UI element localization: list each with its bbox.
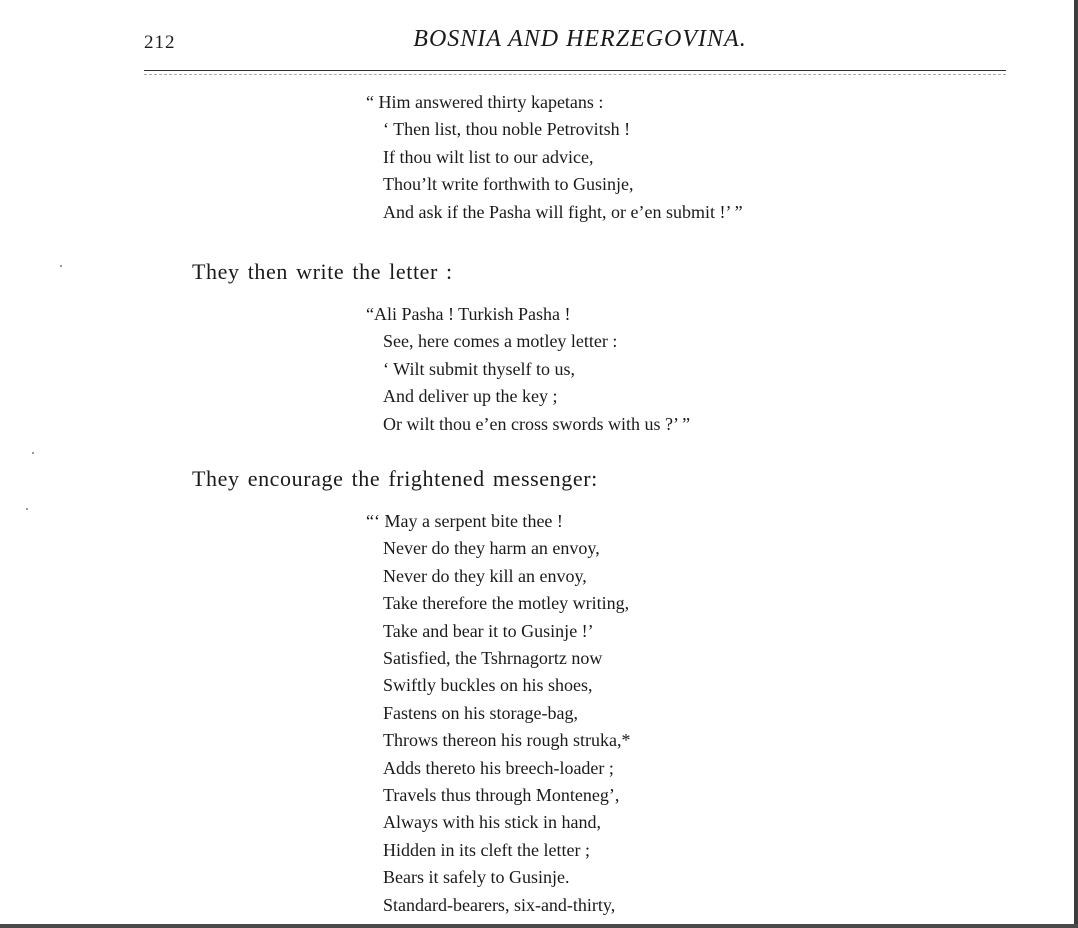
verse-line: Or wilt thou e’en cross swords with us ?’ ” (383, 413, 691, 434)
verse-line: Never do they kill an envoy, (383, 565, 587, 586)
page-number: 212 (144, 32, 176, 53)
verse-line: ‘ Then list, thou noble Petrovitsh ! (383, 119, 631, 140)
scan-speck (32, 452, 34, 454)
verse-line: ‘ Wilt submit thyself to us, (383, 358, 575, 379)
prose-line-messenger: They encourage the frightened messenger: (192, 466, 598, 491)
verse-line: Take and bear it to Gusinje !’ (383, 620, 594, 641)
poem-stanza-2 (366, 301, 690, 438)
verse-line: Always with his stick in hand, (383, 812, 601, 833)
header-rule-secondary (144, 74, 1006, 75)
verse-line: Throws thereon his rough struka,* (383, 730, 631, 751)
viewer-edge-bottom (0, 924, 1078, 928)
running-title: BOSNIA AND HERZEGOVINA. (413, 26, 747, 52)
poem-stanza-1 (366, 89, 743, 226)
verse-line: “Ali Pasha ! Turkish Pasha ! (366, 304, 571, 324)
verse-line: Standard-bearers, six-and-thirty, (383, 894, 616, 915)
verse-line: Swiftly buckles on his shoes, (383, 675, 593, 696)
verse-line: Bears it safely to Gusinje. (383, 867, 570, 888)
verse-line: Thou’lt write forthwith to Gusinje, (383, 174, 634, 195)
verse-line: Fastens on his storage-bag, (383, 702, 578, 723)
verse-line: Take therefore the motley writing, (383, 593, 630, 614)
poem-stanza-3 (366, 508, 630, 919)
verse-line: “ Him answered thirty kapetans : (366, 92, 604, 112)
verse-line: Never do they harm an envoy, (383, 538, 600, 559)
verse-line: And deliver up the key ; (383, 386, 558, 407)
verse-line: And ask if the Pasha will fight, or e’en submit !’ ” (383, 201, 743, 222)
verse-line: Hidden in its cleft the letter ; (383, 839, 590, 860)
verse-line: If thou wilt list to our advice, (383, 146, 594, 167)
verse-line: Satisfied, the Tshrnagortz now (383, 648, 603, 669)
verse-line: Travels thus through Monteneg’, (383, 785, 620, 806)
verse-line: Adds thereto his breech-loader ; (383, 757, 614, 778)
verse-line: See, here comes a motley letter : (383, 331, 618, 352)
prose-line-write-letter: They then write the letter : (192, 259, 453, 284)
header-rule (144, 70, 1006, 71)
scan-speck (60, 265, 62, 267)
verse-line: “‘ May a serpent bite thee ! (366, 511, 563, 531)
scan-speck (26, 508, 28, 510)
viewer-edge-right (1074, 0, 1078, 928)
